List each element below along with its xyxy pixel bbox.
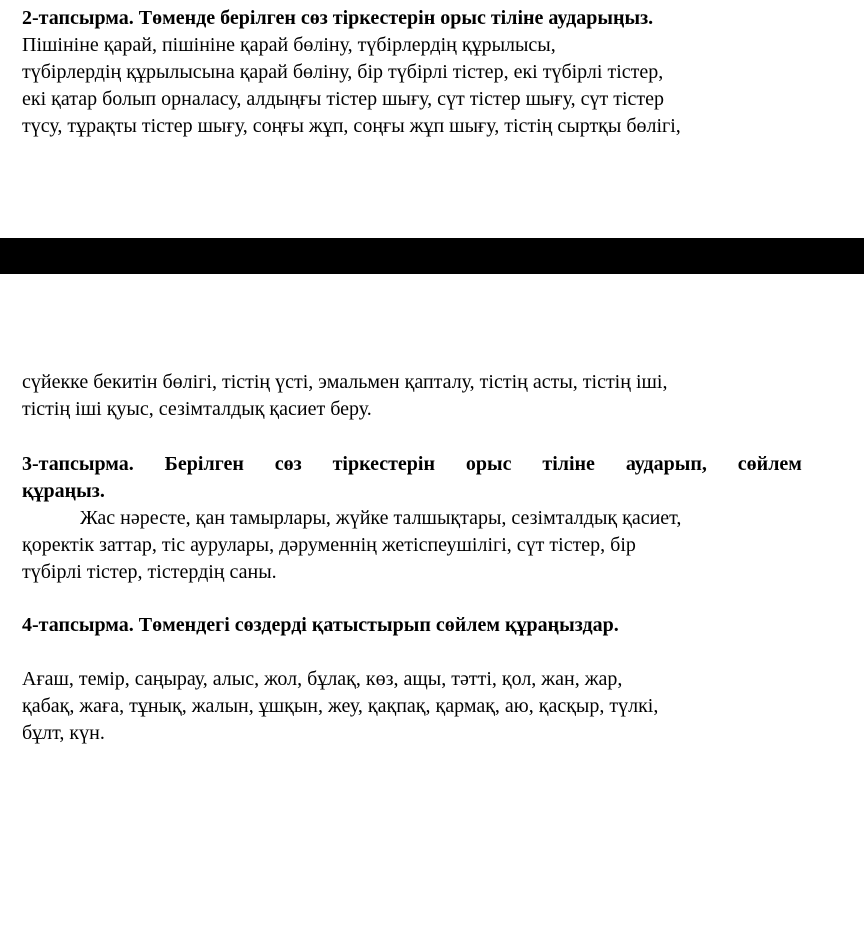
task4-section: [22, 612, 812, 639]
task3-heading-word: сөз: [274, 453, 302, 475]
task3-heading-word: 3-тапсырма.: [22, 453, 134, 475]
task4-body: [22, 666, 812, 747]
task2-heading: 2-тапсырма. Төменде берілген сөз тіркестерін орыс тіліне аударыңыз.: [22, 7, 654, 29]
task3-section: [22, 451, 802, 586]
task3-heading-word: тіліне: [542, 453, 595, 475]
task4-line: бұлт, күн.: [22, 722, 105, 744]
task3-heading-word: сөйлем: [737, 453, 802, 475]
task2-continuation-line: сүйекке бекитін бөлігі, тістің үсті, эмальмен қапталу, тістің асты, тістің іші,: [22, 371, 668, 393]
task3-line: қоректік заттар, тіс аурулары, дәруменнің жетіспеушілігі, сүт тістер, бір: [22, 534, 636, 556]
task4-line: қабақ, жаға, тұнық, жалын, ұшқын, жеу, қақпақ, қармақ, аю, қасқыр, түлкі,: [22, 695, 659, 717]
task4-heading: 4-тапсырма. Төмендегі сөздерді қатыстырып сөйлем құраңыздар.: [22, 614, 619, 636]
task3-heading-word: тіркестерін: [332, 453, 435, 475]
task2-section: [22, 5, 812, 140]
task3-heading: [22, 451, 802, 478]
task2-continuation: [22, 369, 812, 423]
task2-continuation-line: тістің іші қуыс, сезімталдық қасиет беру.: [22, 398, 372, 420]
task3-heading-word: Берілген: [164, 453, 244, 475]
task3-heading-word: аударып,: [625, 453, 707, 475]
task2-line: түбірлердің құрылысына қарай бөліну, бір түбірлі тістер, екі түбірлі тістер,: [22, 61, 664, 83]
task4-line: Ағаш, темір, саңырау, алыс, жол, бұлақ, көз, ащы, тәтті, қол, жан, жар,: [22, 668, 623, 690]
task3-line: түбірлі тістер, тістердің саны.: [22, 561, 277, 583]
page-divider: [0, 238, 864, 274]
task2-line: Пішініне қарай, пішініне қарай бөліну, түбірлердің құрылысы,: [22, 34, 556, 56]
task3-heading-line2: құраңыз.: [22, 480, 105, 502]
task2-line: түсу, тұрақты тістер шығу, соңғы жұп, соңғы жұп шығу, тістің сыртқы бөлігі,: [22, 115, 681, 137]
task2-line: екі қатар болып орналасу, алдыңғы тістер шығу, сүт тістер шығу, сүт тістер: [22, 88, 665, 110]
task3-heading-word: орыс: [465, 453, 512, 475]
task3-line: Жас нәресте, қан тамырлары, жүйке талшықтары, сезімталдық қасиет,: [80, 507, 682, 529]
